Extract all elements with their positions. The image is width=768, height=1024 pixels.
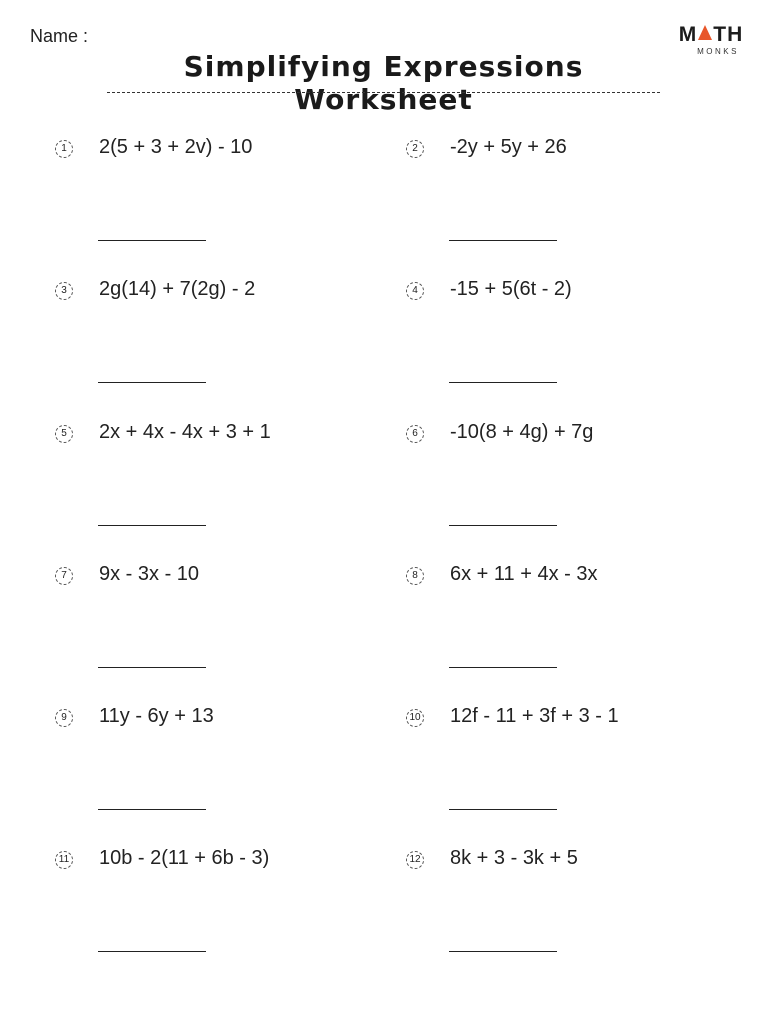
answer-line[interactable] (449, 809, 557, 810)
page-title: Simplifying Expressions Worksheet (183, 50, 584, 116)
answer-line[interactable] (449, 525, 557, 526)
answer-line[interactable] (98, 525, 206, 526)
problem-expression: -15 + 5(6t - 2) (450, 278, 572, 300)
name-label: Name : (30, 26, 89, 46)
problem-expression: 2x + 4x - 4x + 3 + 1 (99, 421, 271, 443)
problem-number-badge: 5 (55, 425, 73, 443)
problem-12 (406, 847, 726, 981)
problem-expression: 11y - 6y + 13 (99, 705, 214, 727)
problem-expression: 2(5 + 3 + 2v) - 10 (99, 136, 253, 158)
problem-7 (55, 563, 375, 697)
logo-triangle-icon (698, 25, 712, 40)
logo-subtext: MONKS (697, 47, 739, 56)
answer-line[interactable] (449, 382, 557, 383)
logo-text-th: TH (713, 23, 744, 46)
problem-expression: 2g(14) + 7(2g) - 2 (99, 278, 256, 300)
problem-1 (55, 136, 375, 270)
problem-expression: 9x - 3x - 10 (99, 563, 200, 585)
answer-line[interactable] (98, 951, 206, 952)
logo-text-m: M (678, 23, 698, 46)
problem-expression: 6x + 11 + 4x - 3x (450, 563, 598, 585)
problem-expression: -10(8 + 4g) + 7g (450, 421, 594, 443)
problem-number-badge: 11 (55, 851, 73, 869)
problem-4 (406, 278, 726, 412)
answer-line[interactable] (449, 951, 557, 952)
title-divider (107, 92, 660, 93)
problem-number-badge: 1 (55, 140, 73, 158)
answer-line[interactable] (98, 809, 206, 810)
answer-line[interactable] (98, 667, 206, 668)
problem-11 (55, 847, 375, 981)
problem-number-badge: 3 (55, 282, 73, 300)
answer-line[interactable] (449, 667, 557, 668)
problem-expression: 10b - 2(11 + 6b - 3) (99, 847, 270, 869)
problem-expression: 12f - 11 + 3f + 3 - 1 (450, 705, 619, 727)
problem-number-badge: 6 (406, 425, 424, 443)
problem-number-badge: 10 (406, 709, 424, 727)
answer-line[interactable] (449, 240, 557, 241)
problem-6 (406, 421, 726, 555)
problem-number-badge: 9 (55, 709, 73, 727)
problem-5 (55, 421, 375, 555)
problem-number-badge: 12 (406, 851, 424, 869)
problem-number-badge: 2 (406, 140, 424, 158)
problem-3 (55, 278, 375, 412)
problem-number-badge: 7 (55, 567, 73, 585)
problem-2 (406, 136, 726, 270)
answer-line[interactable] (98, 382, 206, 383)
math-monks-logo (676, 24, 746, 56)
problem-8 (406, 563, 726, 697)
problem-9 (55, 705, 375, 839)
problem-number-badge: 4 (406, 282, 424, 300)
problem-number-badge: 8 (406, 567, 424, 585)
answer-line[interactable] (98, 240, 206, 241)
problem-expression: 8k + 3 - 3k + 5 (450, 847, 578, 869)
problem-10 (406, 705, 726, 839)
problem-expression: -2y + 5y + 26 (450, 136, 567, 158)
